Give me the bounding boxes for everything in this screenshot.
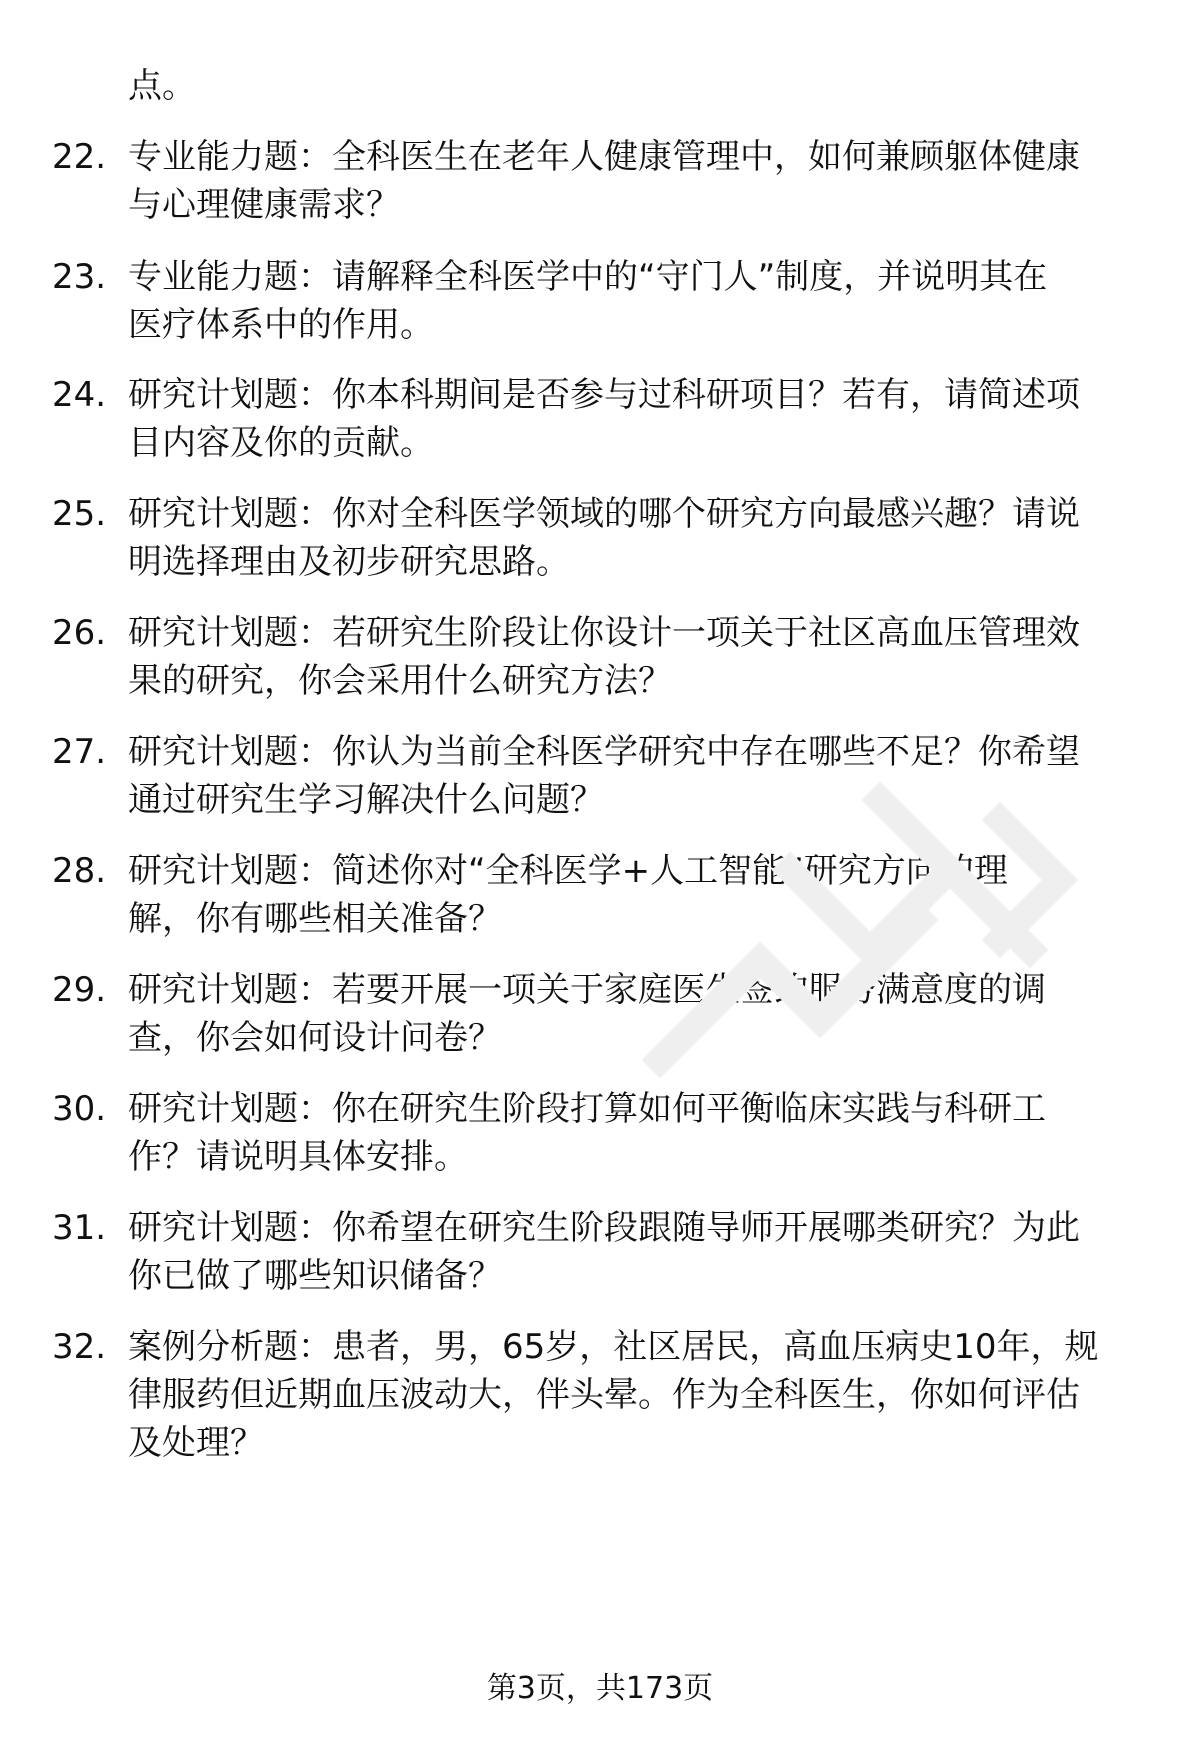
question-text-line: 律服药但近期血压波动大，伴头晕。作为全科医生，你如何评估 bbox=[128, 1375, 1080, 1415]
question-text-line: 专业能力题：请解释全科医学中的“守门人”制度，并说明其在 bbox=[128, 257, 1048, 297]
question-text-line: 作？请说明具体安排。 bbox=[128, 1137, 468, 1177]
question-number: 28. bbox=[52, 851, 107, 891]
question-text-line: 研究计划题：简述你对“全科医学+人工智能”研究方向的理 bbox=[128, 851, 1008, 891]
question-number: 32. bbox=[52, 1327, 107, 1367]
question-text-line: 专业能力题：全科医生在老年人健康管理中，如何兼顾躯体健康 bbox=[128, 137, 1080, 177]
question-number: 26. bbox=[52, 613, 107, 653]
question-text-line: 解，你有哪些相关准备？ bbox=[128, 899, 502, 939]
question-text-line: 研究计划题：若研究生阶段让你设计一项关于社区高血压管理效 bbox=[128, 613, 1080, 653]
question-text-line: 与心理健康需求？ bbox=[128, 185, 400, 225]
page-footer: 第3页，共173页 bbox=[486, 1671, 714, 1706]
question-text-line: 研究计划题：你认为当前全科医学研究中存在哪些不足？你希望 bbox=[128, 732, 1080, 772]
question-text-line: 医疗体系中的作用。 bbox=[128, 305, 434, 345]
question-number: 25. bbox=[52, 494, 107, 534]
question-text-line: 查，你会如何设计问卷？ bbox=[128, 1018, 502, 1058]
question-text-line: 目内容及你的贡献。 bbox=[128, 423, 434, 463]
question-text-line: 案例分析题：患者，男，65岁，社区居民，高血压病史10年，规 bbox=[128, 1327, 1099, 1367]
question-text-line: 及处理？ bbox=[128, 1423, 264, 1463]
question-text-line: 你已做了哪些知识储备？ bbox=[128, 1256, 502, 1296]
question-number: 29. bbox=[52, 970, 107, 1010]
question-number: 23. bbox=[52, 257, 107, 297]
continuation-text: 点。 bbox=[128, 66, 196, 106]
question-number: 31. bbox=[52, 1208, 107, 1248]
question-text-line: 果的研究，你会采用什么研究方法？ bbox=[128, 661, 672, 701]
question-text-line: 通过研究生学习解决什么问题？ bbox=[128, 780, 604, 820]
question-text-line: 研究计划题：你本科期间是否参与过科研项目？若有，请简述项 bbox=[128, 375, 1080, 415]
question-number: 22. bbox=[52, 137, 107, 177]
question-number: 27. bbox=[52, 732, 107, 772]
question-text-line: 研究计划题：你希望在研究生阶段跟随导师开展哪类研究？为此 bbox=[128, 1208, 1080, 1248]
question-number: 24. bbox=[52, 375, 107, 415]
question-text-line: 研究计划题：你在研究生阶段打算如何平衡临床实践与科研工 bbox=[128, 1089, 1046, 1129]
question-number: 30. bbox=[52, 1089, 107, 1129]
question-text-line: 研究计划题：你对全科医学领域的哪个研究方向最感兴趣？请说 bbox=[128, 494, 1080, 534]
question-text-line: 研究计划题：若要开展一项关于家庭医生签约服务满意度的调 bbox=[128, 970, 1046, 1010]
question-text-line: 明选择理由及初步研究思路。 bbox=[128, 542, 570, 582]
watermark-icon bbox=[620, 760, 1100, 1120]
